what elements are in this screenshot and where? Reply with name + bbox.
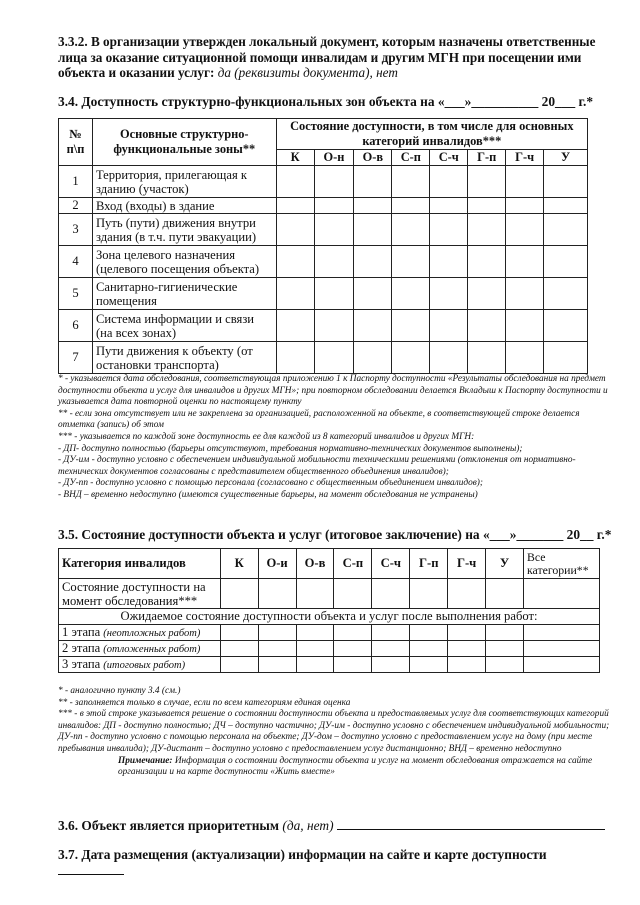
row-zone: Система информации и связи (на всех зонах) xyxy=(92,310,276,342)
empty-cell xyxy=(544,246,588,278)
empty-cell xyxy=(410,641,448,657)
fill-line xyxy=(337,829,605,830)
empty-cell xyxy=(523,657,599,673)
empty-cell xyxy=(486,641,524,657)
table-row xyxy=(59,214,588,246)
footnote: - ДУ-пп - доступно условно с помощью персонала (согласовано с общественным объединением инвалидов); xyxy=(58,478,483,489)
table-row xyxy=(59,246,588,278)
empty-cell xyxy=(506,214,544,246)
cat-header: Г-ч xyxy=(506,150,544,166)
empty-cell xyxy=(468,310,506,342)
empty-cell xyxy=(410,579,448,609)
empty-cell xyxy=(523,641,599,657)
empty-cell xyxy=(468,214,506,246)
empty-cell xyxy=(544,342,588,374)
empty-cell xyxy=(314,198,354,214)
empty-cell xyxy=(276,310,314,342)
empty-cell xyxy=(392,198,430,214)
cat-header: Г-ч xyxy=(448,549,486,579)
empty-cell xyxy=(544,214,588,246)
section-3-7 xyxy=(58,847,614,879)
row-number: 5 xyxy=(59,278,93,310)
empty-cell xyxy=(430,342,468,374)
footnote: *** - указывается по каждой зоне доступность ее для каждой из 8 категорий инвалидов и других МГН: xyxy=(58,431,475,442)
empty-cell xyxy=(314,246,354,278)
empty-cell xyxy=(392,214,430,246)
empty-cell xyxy=(220,657,258,673)
zones-body xyxy=(59,166,588,374)
row-zone: Пути движения к объекту (от остановки транспорта) xyxy=(92,342,276,374)
table-row xyxy=(59,342,588,374)
empty-cell xyxy=(430,166,468,198)
empty-cell xyxy=(334,625,372,641)
footnote: * - указывается дата обследования, соответствующая приложению 1 к Паспорту доступности «Результаты обследования на предмет доступности объекта и услуг для инвалидов и других МГН»; при повторном обследовании делается Вкладыш к Паспорту доступности и указывается дата повторной оценки по настоящему пункту xyxy=(58,374,608,408)
header-state: Состояние доступности, в том числе для основных категорий инвалидов*** xyxy=(276,119,587,150)
empty-cell xyxy=(276,342,314,374)
cat-header: У xyxy=(544,150,588,166)
empty-cell xyxy=(296,657,334,673)
cat-header: О-и xyxy=(258,549,296,579)
empty-cell xyxy=(544,310,588,342)
cat-header: С-п xyxy=(334,549,372,579)
note xyxy=(58,756,614,779)
empty-cell xyxy=(544,278,588,310)
empty-cell xyxy=(544,166,588,198)
empty-cell xyxy=(523,625,599,641)
cat-header: С-ч xyxy=(372,549,410,579)
footnote: *** - в этой строке указывается решение о состоянии доступности объекта и предоставляемых услуг для соответствующих категорий инвалидов: ДП - доступно полностью; ДЧ – доступно частично; ДУ-им - доступно условно с обеспечением индивидуальной мобильности; ДУ-пп - доступно условно с помощью персонала на объекте; ДУ-дом – доступно условно с предоставлением услуг на дому (при месте пребывания инвалида); ДУ-дистант – доступно условно с предоставлением услуг дистанционно; ВНД – временно недоступно xyxy=(58,709,610,754)
empty-cell xyxy=(354,310,392,342)
empty-cell xyxy=(276,246,314,278)
final-assessment-table xyxy=(58,548,600,673)
section-3-3-2-options: да (реквизиты документа), нет xyxy=(217,65,398,80)
empty-cell xyxy=(314,214,354,246)
empty-cell xyxy=(354,198,392,214)
empty-cell xyxy=(486,657,524,673)
empty-cell xyxy=(448,641,486,657)
row-number: 4 xyxy=(59,246,93,278)
row-zone: Санитарно-гигиенические помещения xyxy=(92,278,276,310)
row-zone: Территория, прилегающая к зданию (участок) xyxy=(92,166,276,198)
note-label: Примечание: xyxy=(118,755,173,766)
stage-label xyxy=(59,657,221,673)
section-3-3-2-text: 3.3.2. В организации утвержден локальный документ, которым назначены ответственные лица за оказание ситуационной помощи инвалидам и другим МГН при посещении ими объекта и оказании услуг: xyxy=(58,34,596,80)
empty-cell xyxy=(258,579,296,609)
cat-header: Г-п xyxy=(468,150,506,166)
header-all-categories: Все категории** xyxy=(523,549,599,579)
empty-cell xyxy=(354,278,392,310)
footnote: - ВНД – временно недоступно (имеются существенные барьеры, на момент обследования не устранены) xyxy=(58,489,478,500)
section-3-5-title: 3.5. Состояние доступности объекта и услуг (итоговое заключение) на «___»_______ 20__ г.* xyxy=(58,527,612,542)
empty-cell xyxy=(468,198,506,214)
zones-accessibility-table xyxy=(58,118,588,374)
empty-cell xyxy=(276,278,314,310)
table-row xyxy=(59,310,588,342)
stage-note: (отложенных работ) xyxy=(103,644,201,655)
empty-cell xyxy=(430,198,468,214)
section-3-6 xyxy=(58,818,614,834)
table-row xyxy=(59,625,600,641)
empty-cell xyxy=(468,278,506,310)
empty-cell xyxy=(276,198,314,214)
empty-cell xyxy=(430,246,468,278)
note-text: Информация о состоянии доступности объекта и услуг на момент обследования отражается на сайте организации и на карте доступности «Жить вместе» xyxy=(118,755,593,778)
empty-cell xyxy=(220,579,258,609)
section-3-5-footnotes xyxy=(58,686,614,779)
cat-header: У xyxy=(486,549,524,579)
table-row xyxy=(59,278,588,310)
empty-cell xyxy=(354,246,392,278)
cat-header: О-н xyxy=(314,150,354,166)
empty-cell xyxy=(334,657,372,673)
stage-note: (неотложных работ) xyxy=(103,628,201,639)
row-number: 1 xyxy=(59,166,93,198)
section-3-4-footnotes xyxy=(58,374,614,502)
empty-cell xyxy=(392,342,430,374)
empty-cell xyxy=(258,641,296,657)
empty-cell xyxy=(296,625,334,641)
stage-label xyxy=(59,641,221,657)
empty-cell xyxy=(448,625,486,641)
empty-cell xyxy=(334,579,372,609)
row-number: 2 xyxy=(59,198,93,214)
row-zone: Зона целевого назначения (целевого посещения объекта) xyxy=(92,246,276,278)
empty-cell xyxy=(220,641,258,657)
row-state-label: Состояние доступности на момент обследования*** xyxy=(59,579,221,609)
cat-header: К xyxy=(220,549,258,579)
empty-cell xyxy=(506,198,544,214)
row-number: 3 xyxy=(59,214,93,246)
empty-cell xyxy=(506,166,544,198)
footnote: * - аналогично пункту 3.4 (см.) xyxy=(58,686,181,696)
section-3-3-2 xyxy=(58,34,614,81)
empty-cell xyxy=(486,625,524,641)
stage-number: 2 этапа xyxy=(62,641,101,655)
table-row xyxy=(59,198,588,214)
empty-cell xyxy=(314,166,354,198)
empty-cell xyxy=(410,625,448,641)
section-3-7-text: 3.7. Дата размещения (актуализации) информации на сайте и карте доступности xyxy=(58,847,547,862)
empty-cell xyxy=(392,310,430,342)
empty-cell xyxy=(258,657,296,673)
empty-cell xyxy=(276,214,314,246)
stage-label xyxy=(59,625,221,641)
stage-number: 3 этапа xyxy=(62,657,101,671)
empty-cell xyxy=(314,342,354,374)
stage-number: 1 этапа xyxy=(62,625,101,639)
cat-header: Г-п xyxy=(410,549,448,579)
expected-state-row: Ожидаемое состояние доступности объекта и услуг после выполнения работ: xyxy=(59,609,600,625)
empty-cell xyxy=(410,657,448,673)
cat-header: С-п xyxy=(392,150,430,166)
empty-cell xyxy=(314,278,354,310)
header-num: № п\п xyxy=(59,119,93,166)
cat-header: О-в xyxy=(296,549,334,579)
table-row xyxy=(59,657,600,673)
footnote: - ДП- доступно полностью (барьеры отсутствуют, требования нормативно-технических документов выполнены); xyxy=(58,443,523,454)
row-zone: Вход (входы) в здание xyxy=(92,198,276,214)
empty-cell xyxy=(354,166,392,198)
empty-cell xyxy=(296,579,334,609)
empty-cell xyxy=(448,579,486,609)
empty-cell xyxy=(220,625,258,641)
header-category: Категория инвалидов xyxy=(59,549,221,579)
empty-cell xyxy=(486,579,524,609)
empty-cell xyxy=(372,641,410,657)
header-zone: Основные структурно-функциональные зоны** xyxy=(92,119,276,166)
empty-cell xyxy=(354,342,392,374)
cat-header: О-в xyxy=(354,150,392,166)
empty-cell xyxy=(468,246,506,278)
row-number: 7 xyxy=(59,342,93,374)
section-3-4-title: 3.4. Доступность структурно-функциональных зон объекта на «___»__________ 20___ г.* xyxy=(58,94,594,109)
empty-cell xyxy=(468,342,506,374)
footnote: ** - если зона отсутствует или не закреплена за организацией, расположенной на объекте, в соответствующей строке делается отметка (запись) об этом xyxy=(58,408,580,431)
empty-cell xyxy=(276,166,314,198)
empty-cell xyxy=(448,657,486,673)
empty-cell xyxy=(372,625,410,641)
section-3-6-options: (да, нет) xyxy=(282,818,334,833)
section-3-6-text: 3.6. Объект является приоритетным xyxy=(58,818,280,833)
row-number: 6 xyxy=(59,310,93,342)
empty-cell xyxy=(506,342,544,374)
stage-note: (итоговых работ) xyxy=(103,660,186,671)
stages-body xyxy=(59,625,600,673)
footnote: ** - заполняется только в случае, если по всем категориям единая оценка xyxy=(58,697,351,708)
empty-cell xyxy=(468,166,506,198)
empty-cell xyxy=(354,214,392,246)
empty-cell xyxy=(372,579,410,609)
empty-cell xyxy=(296,641,334,657)
empty-cell xyxy=(392,246,430,278)
empty-cell xyxy=(372,657,410,673)
empty-cell xyxy=(430,214,468,246)
empty-cell xyxy=(392,278,430,310)
row-zone: Путь (пути) движения внутри здания (в т.ч. пути эвакуации) xyxy=(92,214,276,246)
cat-header: К xyxy=(276,150,314,166)
empty-cell xyxy=(506,278,544,310)
empty-cell xyxy=(258,625,296,641)
empty-cell xyxy=(523,579,599,609)
empty-cell xyxy=(392,166,430,198)
empty-cell xyxy=(430,310,468,342)
empty-cell xyxy=(314,310,354,342)
empty-cell xyxy=(506,246,544,278)
empty-cell xyxy=(544,198,588,214)
empty-cell xyxy=(334,641,372,657)
cat-header: С-ч xyxy=(430,150,468,166)
footnote: - ДУ-им - доступно условно с обеспечением индивидуальной мобильности техническими решениями (отклонения от нормативно-технических документов согласованы с представителем общественного объединения инвалидов); xyxy=(58,455,576,477)
table-row xyxy=(59,166,588,198)
empty-cell xyxy=(430,278,468,310)
table-row xyxy=(59,641,600,657)
empty-cell xyxy=(506,310,544,342)
fill-line xyxy=(58,874,124,875)
